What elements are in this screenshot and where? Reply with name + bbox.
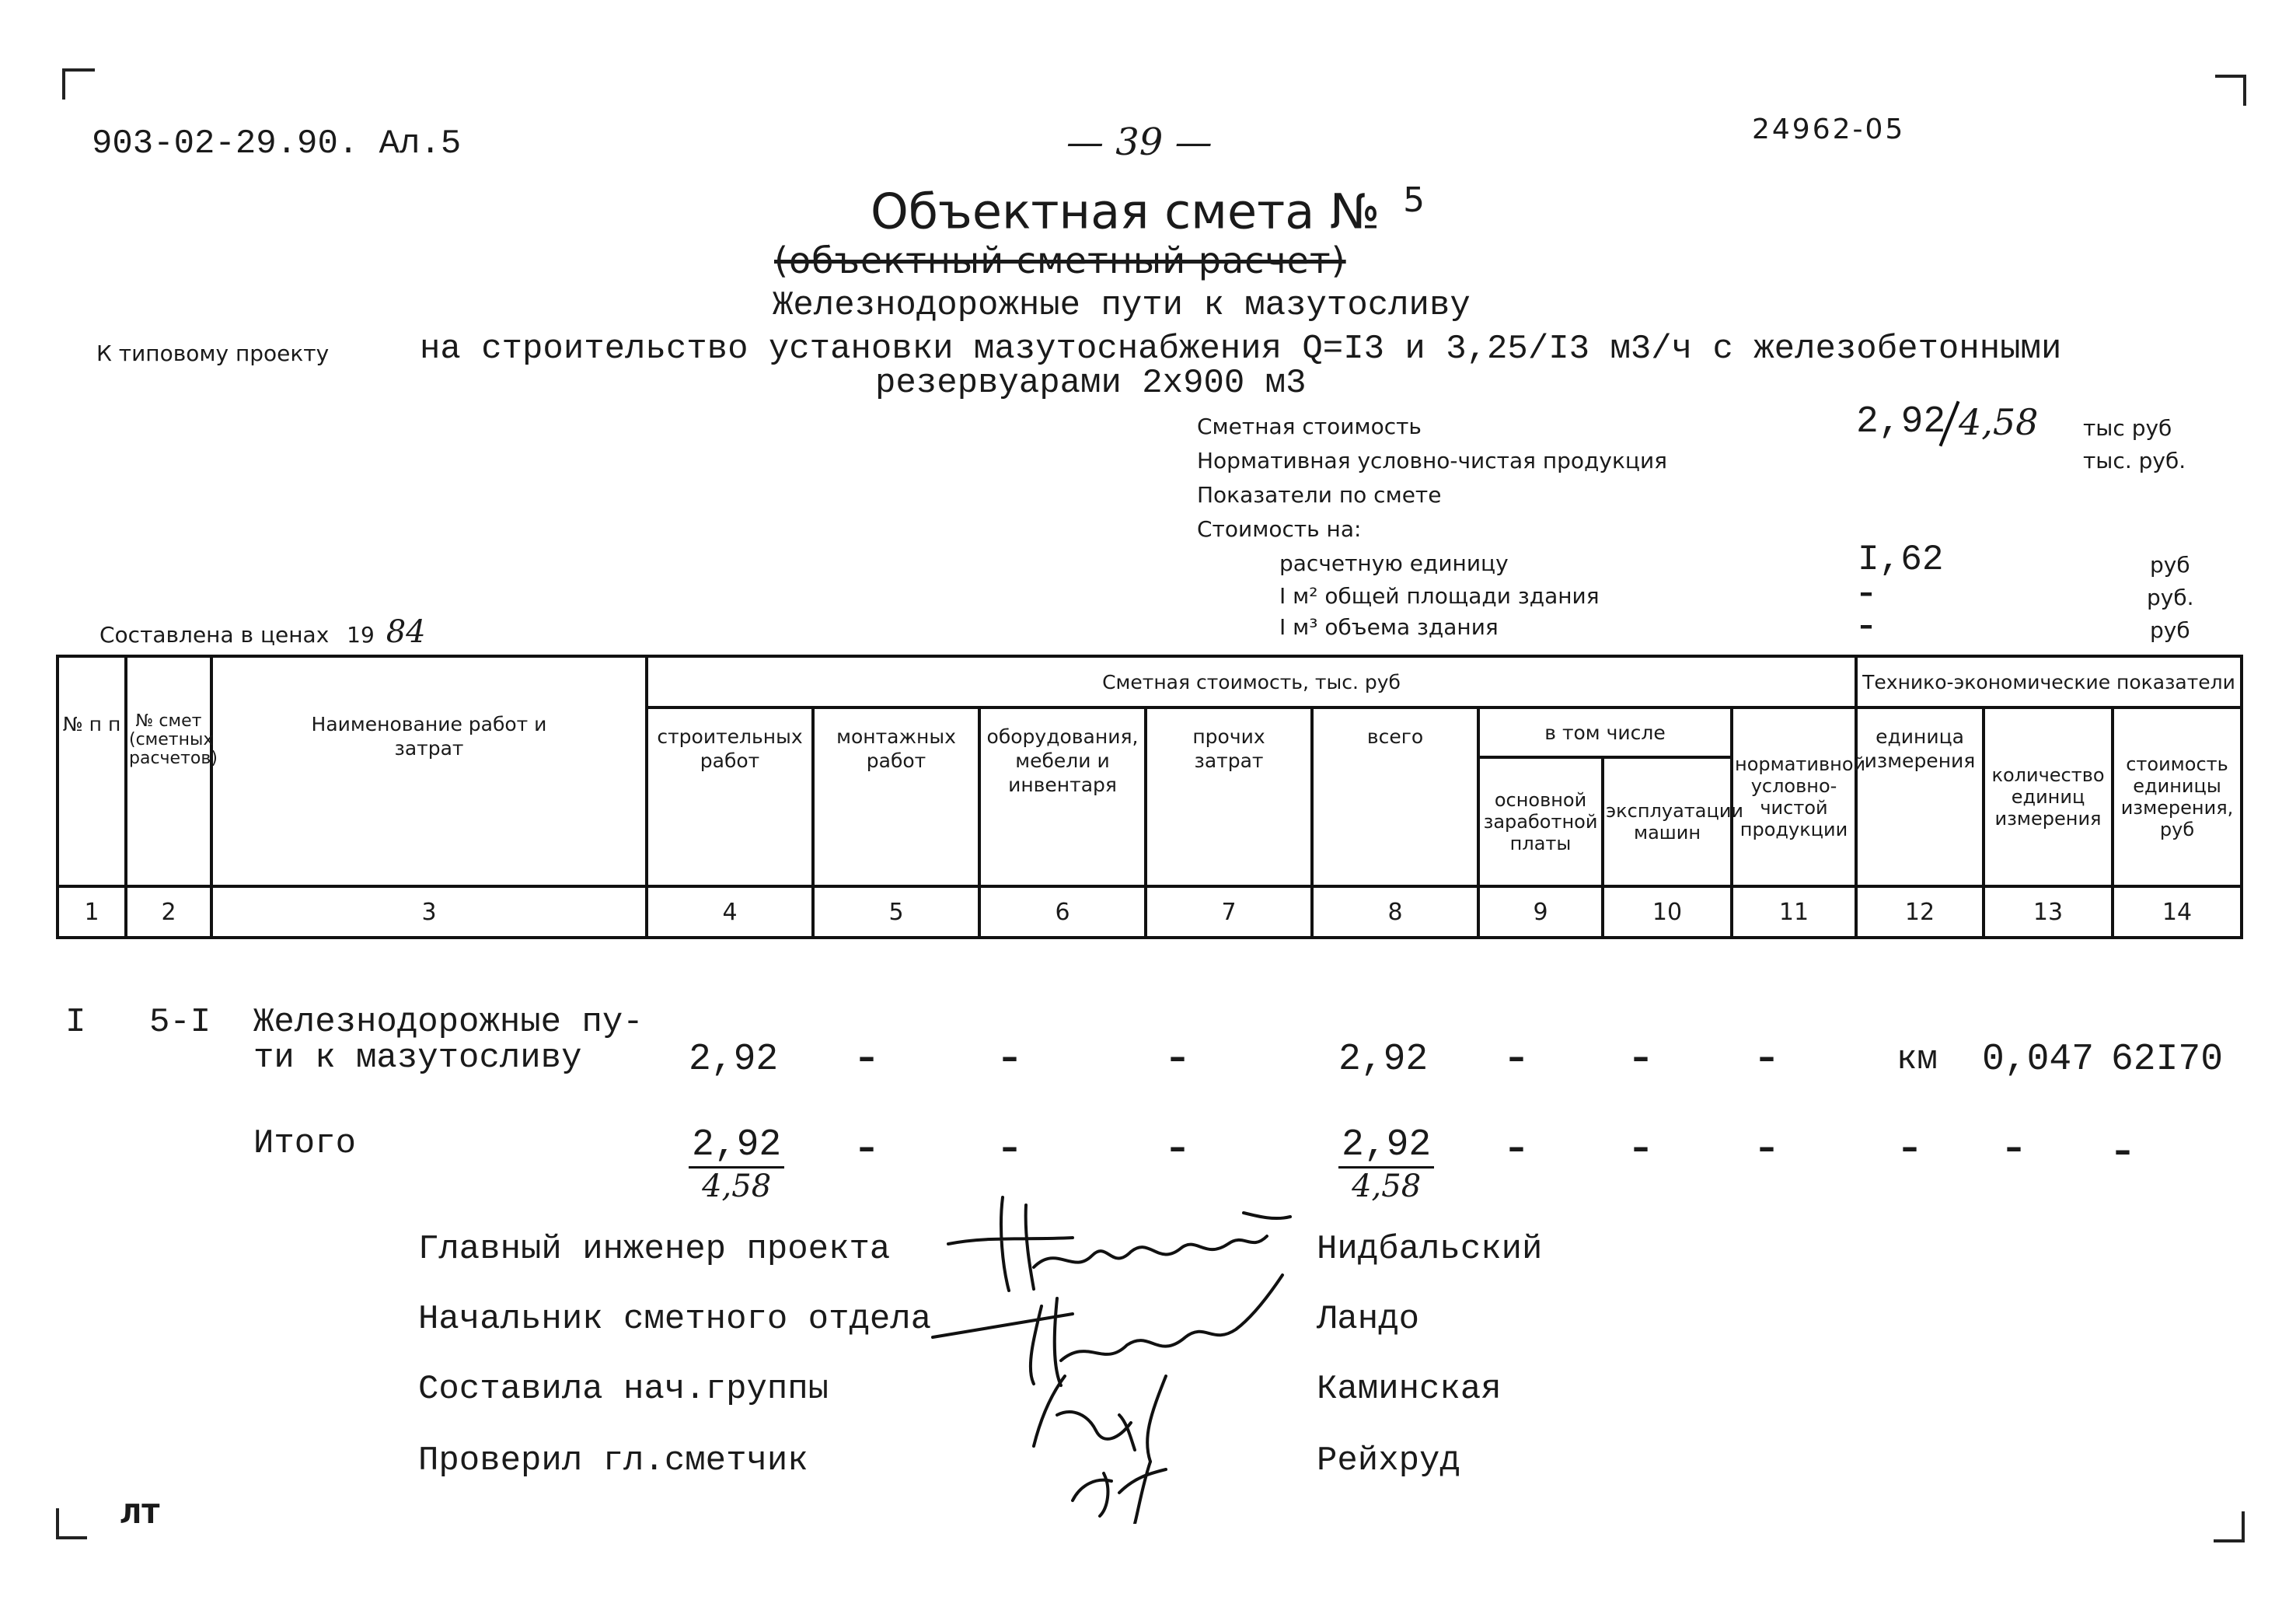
header-equipment: оборудования, мебели и инвентаря <box>979 707 1146 886</box>
totals-total-value: 2,92 <box>1338 1124 1434 1169</box>
totals-qty: – <box>2005 1127 2022 1167</box>
row-unit-cost: 62I70 <box>2111 1039 2224 1081</box>
signature-role-checker: Проверил гл.сметчик <box>418 1441 808 1480</box>
totals-equipment: – <box>1001 1127 1018 1167</box>
normative-label: Нормативная условно-чистая продукция <box>1197 448 1667 473</box>
per-m3-label: I м³ объема здания <box>1279 614 1499 640</box>
signature-mark-2 <box>933 1275 1282 1385</box>
signature-name-chief-engineer: Нидбальский <box>1317 1230 1543 1269</box>
row-construction: 2,92 <box>689 1039 779 1081</box>
header-including: в том числе <box>1478 707 1732 757</box>
header-machines: эксплуатации машин <box>1603 757 1732 886</box>
signature-mark-1 <box>948 1197 1290 1291</box>
colnum-12: 12 <box>1856 886 1984 938</box>
signature-role-group-head: Составила нач.группы <box>418 1370 829 1409</box>
header-estimate-no: № смет (сметных расчетов) <box>126 656 211 886</box>
estimated-cost-value: 2,92 <box>1856 401 1946 443</box>
totals-label: Итого <box>253 1124 357 1163</box>
header-construction: строительных работ <box>647 707 813 886</box>
totals-wages: – <box>1508 1127 1525 1167</box>
prices-year-suffix: 84 <box>386 614 426 650</box>
header-installation: монтажных работ <box>813 707 979 886</box>
header-wages: основной заработной платы <box>1478 757 1603 886</box>
header-unit: единица измерения <box>1856 707 1984 886</box>
totals-unit-cost: – <box>2114 1130 2131 1170</box>
prices-year-prefix: 19 <box>347 622 375 648</box>
row-machines: – <box>1632 1037 1649 1077</box>
corner-mark-bottom-right <box>2214 1511 2245 1542</box>
corner-mark-top-left <box>62 68 95 100</box>
totals-installation: – <box>858 1127 875 1167</box>
struck-subtitle: (объектный сметный расчет) <box>774 239 1346 281</box>
prices-label-text: Составлена в ценах <box>99 622 330 648</box>
totals-normative: – <box>1758 1127 1775 1167</box>
totals-construction <box>689 1124 784 1204</box>
row-unit: км <box>1896 1040 1938 1079</box>
colnum-9: 9 <box>1478 886 1603 938</box>
header-no: № п п <box>58 656 126 886</box>
project-line-1: на строительство установки мазутоснабжения Q=I3 и 3,25/I3 м3/ч с железобетонными <box>420 330 2062 369</box>
corner-mark-top-right <box>2215 75 2246 106</box>
row-total: 2,92 <box>1338 1039 1429 1081</box>
colnum-2: 2 <box>126 886 211 938</box>
signature-role-estimate-head: Начальник сметного отдела <box>418 1300 932 1339</box>
header-unit-cost: стоимость единицы измерения, руб <box>2113 707 2242 886</box>
per-m2-label: I м² общей площади здания <box>1279 583 1600 609</box>
signature-name-group-head: Каминская <box>1317 1370 1502 1409</box>
totals-construction-value: 2,92 <box>689 1124 784 1169</box>
project-label: К типовому проекту <box>96 341 330 366</box>
signature-role-chief-engineer: Главный инженер проекта <box>418 1230 891 1269</box>
per-m3-value: – <box>1859 610 1873 641</box>
header-name: Наименование работ и затрат <box>211 656 647 886</box>
row-estimate-no: 5-I <box>149 1003 211 1042</box>
colnum-4: 4 <box>647 886 813 938</box>
row-wages: – <box>1508 1037 1525 1077</box>
colnum-7: 7 <box>1146 886 1312 938</box>
header-qty: количество единиц измерения <box>1984 707 2113 886</box>
totals-other: – <box>1169 1127 1186 1167</box>
page-number: — 39 — <box>1066 121 1213 164</box>
totals-unit: – <box>1901 1127 1918 1167</box>
colnum-6: 6 <box>979 886 1146 938</box>
signature-mark-3 <box>1034 1376 1166 1462</box>
project-line-2: резервуарами 2х900 м3 <box>875 364 1307 403</box>
footer-mark: ЛТ <box>120 1499 160 1530</box>
indicators-label: Показатели по смете <box>1197 482 1442 508</box>
estimate-title-text: Объектная смета № <box>871 183 1380 240</box>
cost-per-label: Стоимость на: <box>1197 516 1362 542</box>
signature-name-checker: Рейхруд <box>1317 1441 1460 1480</box>
prices-label <box>99 614 426 650</box>
totals-total-handwritten: 4,58 <box>1352 1169 1422 1204</box>
signature-name-estimate-head: Ландо <box>1317 1300 1420 1339</box>
normative-unit: тыс. руб. <box>2083 448 2186 473</box>
totals-total <box>1338 1124 1434 1204</box>
header-tech-group: Технико-экономические показатели <box>1856 656 2242 707</box>
corner-mark-bottom-left <box>56 1508 87 1539</box>
per-unit-label: расчетную единицу <box>1279 550 1509 576</box>
row-qty: 0,047 <box>1982 1039 2095 1081</box>
row-name-line-2: ти к мазутосливу <box>253 1039 582 1078</box>
totals-construction-handwritten: 4,58 <box>702 1169 772 1204</box>
per-unit-unit: руб <box>2150 552 2190 578</box>
colnum-14: 14 <box>2113 886 2242 938</box>
row-name-line-1: Железнодорожные пу- <box>253 1003 644 1042</box>
per-m2-unit: руб. <box>2147 585 2194 610</box>
handwritten-signatures <box>917 1182 1321 1524</box>
colnum-1: 1 <box>58 886 126 938</box>
colnum-13: 13 <box>1984 886 2113 938</box>
row-other: – <box>1169 1037 1186 1077</box>
estimated-cost-label: Сметная стоимость <box>1197 414 1422 439</box>
colnum-8: 8 <box>1312 886 1478 938</box>
row-equipment: – <box>1001 1037 1018 1077</box>
header-normative: нормативной условно-чистой продукции <box>1732 707 1856 886</box>
document-code: 903-02-29.90. Ал.5 <box>92 124 462 163</box>
header-cost-group: Сметная стоимость, тыс. руб <box>647 656 1856 707</box>
per-m3-unit: руб <box>2150 617 2190 643</box>
colnum-5: 5 <box>813 886 979 938</box>
estimated-cost-value-handwritten: 4,58 <box>1959 401 2039 443</box>
row-no: I <box>65 1003 86 1042</box>
signature-mark-4 <box>1073 1462 1166 1524</box>
estimate-number: 5 <box>1403 180 1425 220</box>
colnum-11: 11 <box>1732 886 1856 938</box>
row-normative: – <box>1758 1037 1775 1077</box>
totals-machines: – <box>1632 1127 1649 1167</box>
object-name: Железнодорожные пути к мазутосливу <box>773 286 1471 325</box>
header-total: всего <box>1312 707 1478 886</box>
per-m2-value: – <box>1859 577 1873 609</box>
per-unit-value: I,62 <box>1858 540 1944 580</box>
estimated-cost-unit: тыс руб <box>2083 415 2172 441</box>
archive-number: 24962-05 <box>1752 114 1906 145</box>
row-installation: – <box>858 1037 875 1077</box>
estimate-header-table <box>56 655 2243 939</box>
estimate-title <box>871 180 1425 240</box>
colnum-3: 3 <box>211 886 647 938</box>
header-other: прочих затрат <box>1146 707 1312 886</box>
colnum-10: 10 <box>1603 886 1732 938</box>
